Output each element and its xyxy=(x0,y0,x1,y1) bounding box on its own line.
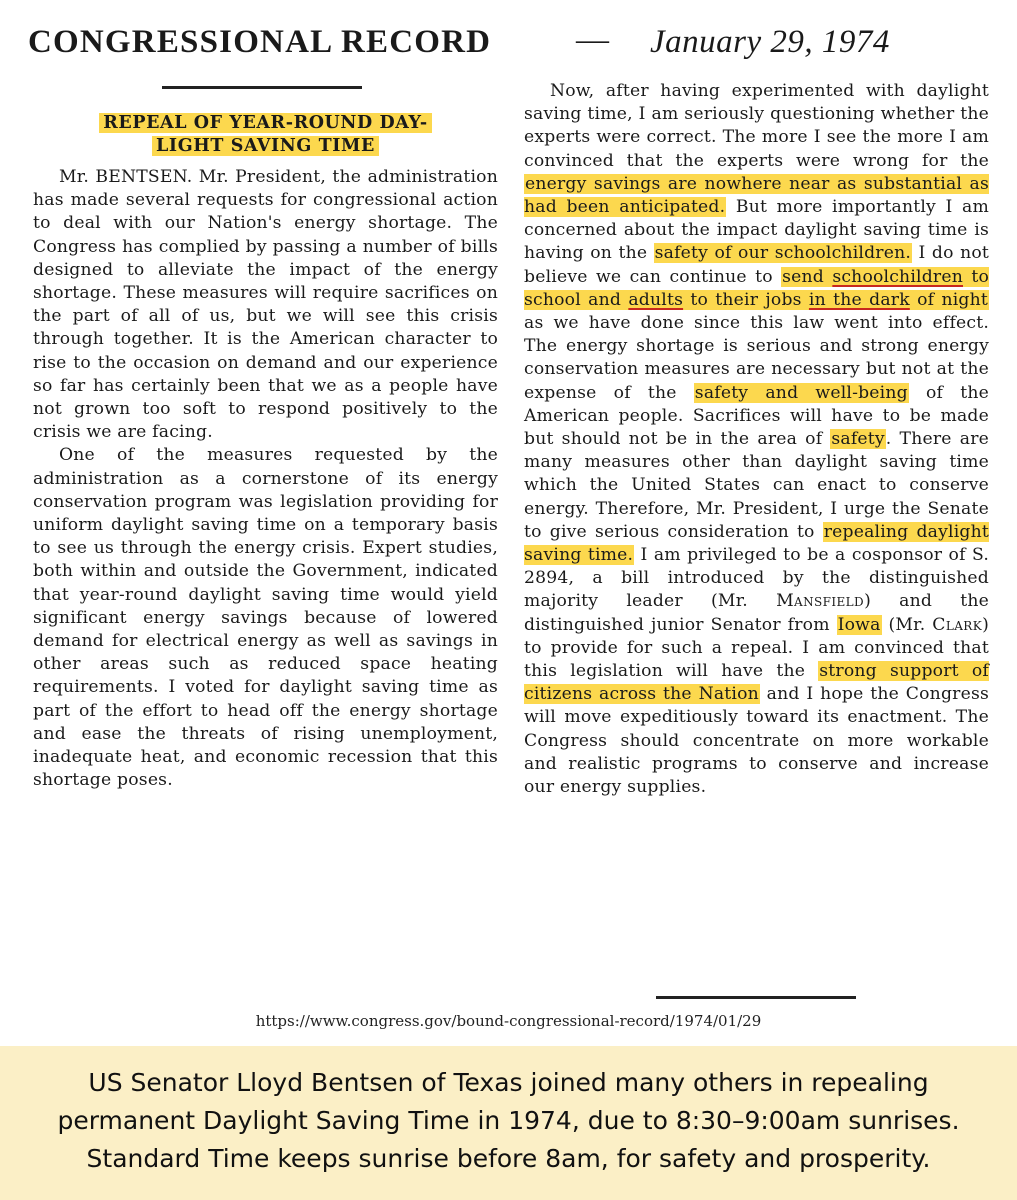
masthead-separator: — xyxy=(576,22,609,58)
article-end-rule xyxy=(656,996,856,999)
publication-date: January 29, 1974 xyxy=(650,24,890,60)
text-run: . There are many measures other than daylight saving time which the United States can enact to conserve energy. Therefore, Mr. President, I urge the Senate to give serious consideration to xyxy=(524,429,989,542)
headline-rule-top xyxy=(162,86,362,89)
text-run: ) and the distinguished junior Senator from xyxy=(524,591,989,635)
text-run: Now, after having experimented with daylight saving time, I am seriously questioning whether the experts were correct. The more I see the more I am convinced that the experts were wrong for the xyxy=(524,81,989,171)
name-clark: Clark xyxy=(932,614,983,635)
highlight-repealing-dst: repealing daylight saving time. xyxy=(524,521,989,566)
highlight-energy-savings: energy savings are nowhere near as substantial as had been anticipated. xyxy=(524,173,989,218)
caption-box xyxy=(0,1046,1017,1200)
text-run: But more importantly I am concerned about the impact daylight saving time is having on the xyxy=(524,197,989,264)
paragraph-2: One of the measures requested by the administration as a cornerstone of its energy conservation program was legislation providing for uniform daylight saving time on a temporary basis to see us through the energy crisis. Expert studies, both within and outside the Government, indicated that year-round daylight saving time would yield significant energy savings because of lowered demand for electrical energy as well as savings in other areas such as reduced space heating requirements. I voted for daylight saving time as part of the effort to head off the energy shortage and ease the threats of rising unemployment, inadequate heat, and economic recession that this shortage poses. xyxy=(33,445,498,791)
headline-line-2: LIGHT SAVING TIME xyxy=(152,136,379,156)
text-run: ) to provide for such a repeal. I am convinced that this legislation will have the xyxy=(524,614,989,682)
highlight-safety-well-being: safety and well-being xyxy=(694,382,908,403)
highlight-strong-support: strong support of citizens across the Nation xyxy=(524,661,989,705)
underline-adults: adults xyxy=(628,289,684,310)
article-column-right xyxy=(524,80,989,799)
text-run: I am privileged to be a cosponsor of S. 2894, a bill introduced by the distinguished majority leader (Mr. xyxy=(524,545,989,612)
name-mansfield: Mansfield xyxy=(776,591,865,612)
caption-line-3: Standard Time keeps sunrise before 8am, for safety and prosperity. xyxy=(86,1144,931,1173)
text-run: of night xyxy=(909,289,988,310)
text-run: as we have done since this law went into effect. The energy shortage is serious and strong energy conservation measures are necessary but not at the expense of the xyxy=(524,313,989,403)
paragraph-3 xyxy=(524,80,989,799)
underline-schoolchildren: schoolchildren xyxy=(832,266,963,287)
headline-line-1: REPEAL OF YEAR-ROUND DAY- xyxy=(99,113,432,133)
highlight-safety-schoolchildren: safety of our schoolchildren. xyxy=(654,243,912,264)
highlight-iowa: Iowa xyxy=(837,614,881,635)
caption-line-1: US Senator Lloyd Bentsen of Texas joined many others in repealing xyxy=(88,1068,929,1097)
article-column-left xyxy=(33,112,498,792)
paragraph-1: Mr. BENTSEN. Mr. President, the administration has made several requests for congressional action to deal with our Nation's energy shortage. The Congress has complied by passing a number of bills designed to alleviate the impact of the energy shortage. These measures will require sacrifices on the part of all of us, but we will see this crisis through together. It is the American character to rise to the occasion on demand and our experience so far has certainly been that we as a people have not grown too soft to respond positively to the crisis we are facing. xyxy=(33,167,498,443)
article-headline xyxy=(33,112,498,158)
text-run: (Mr. xyxy=(881,614,933,635)
highlight-safety: safety xyxy=(831,429,885,450)
publication-title: CONGRESSIONAL RECORD xyxy=(28,24,492,60)
caption-line-2: permanent Daylight Saving Time in 1974, due to 8:30–9:00am sunrises. xyxy=(57,1106,960,1135)
text-run: I do not believe we can continue to xyxy=(524,243,989,287)
text-run: to school and xyxy=(524,266,989,310)
source-url: https://www.congress.gov/bound-congressional-record/1974/01/29 xyxy=(255,1012,762,1030)
underline-in-the-dark: in the dark xyxy=(808,289,910,310)
masthead xyxy=(28,22,988,70)
text-run: of the American people. Sacrifices will have to be made but should not be in the area of xyxy=(524,382,990,450)
text-run: send xyxy=(782,266,833,287)
text-run: to their jobs xyxy=(683,289,809,310)
text-run: and I hope the Congress will move expeditiously toward its enactment. The Congress should concentrate on more workable and realistic programs to conserve and increase our energy supplies. xyxy=(524,684,989,798)
